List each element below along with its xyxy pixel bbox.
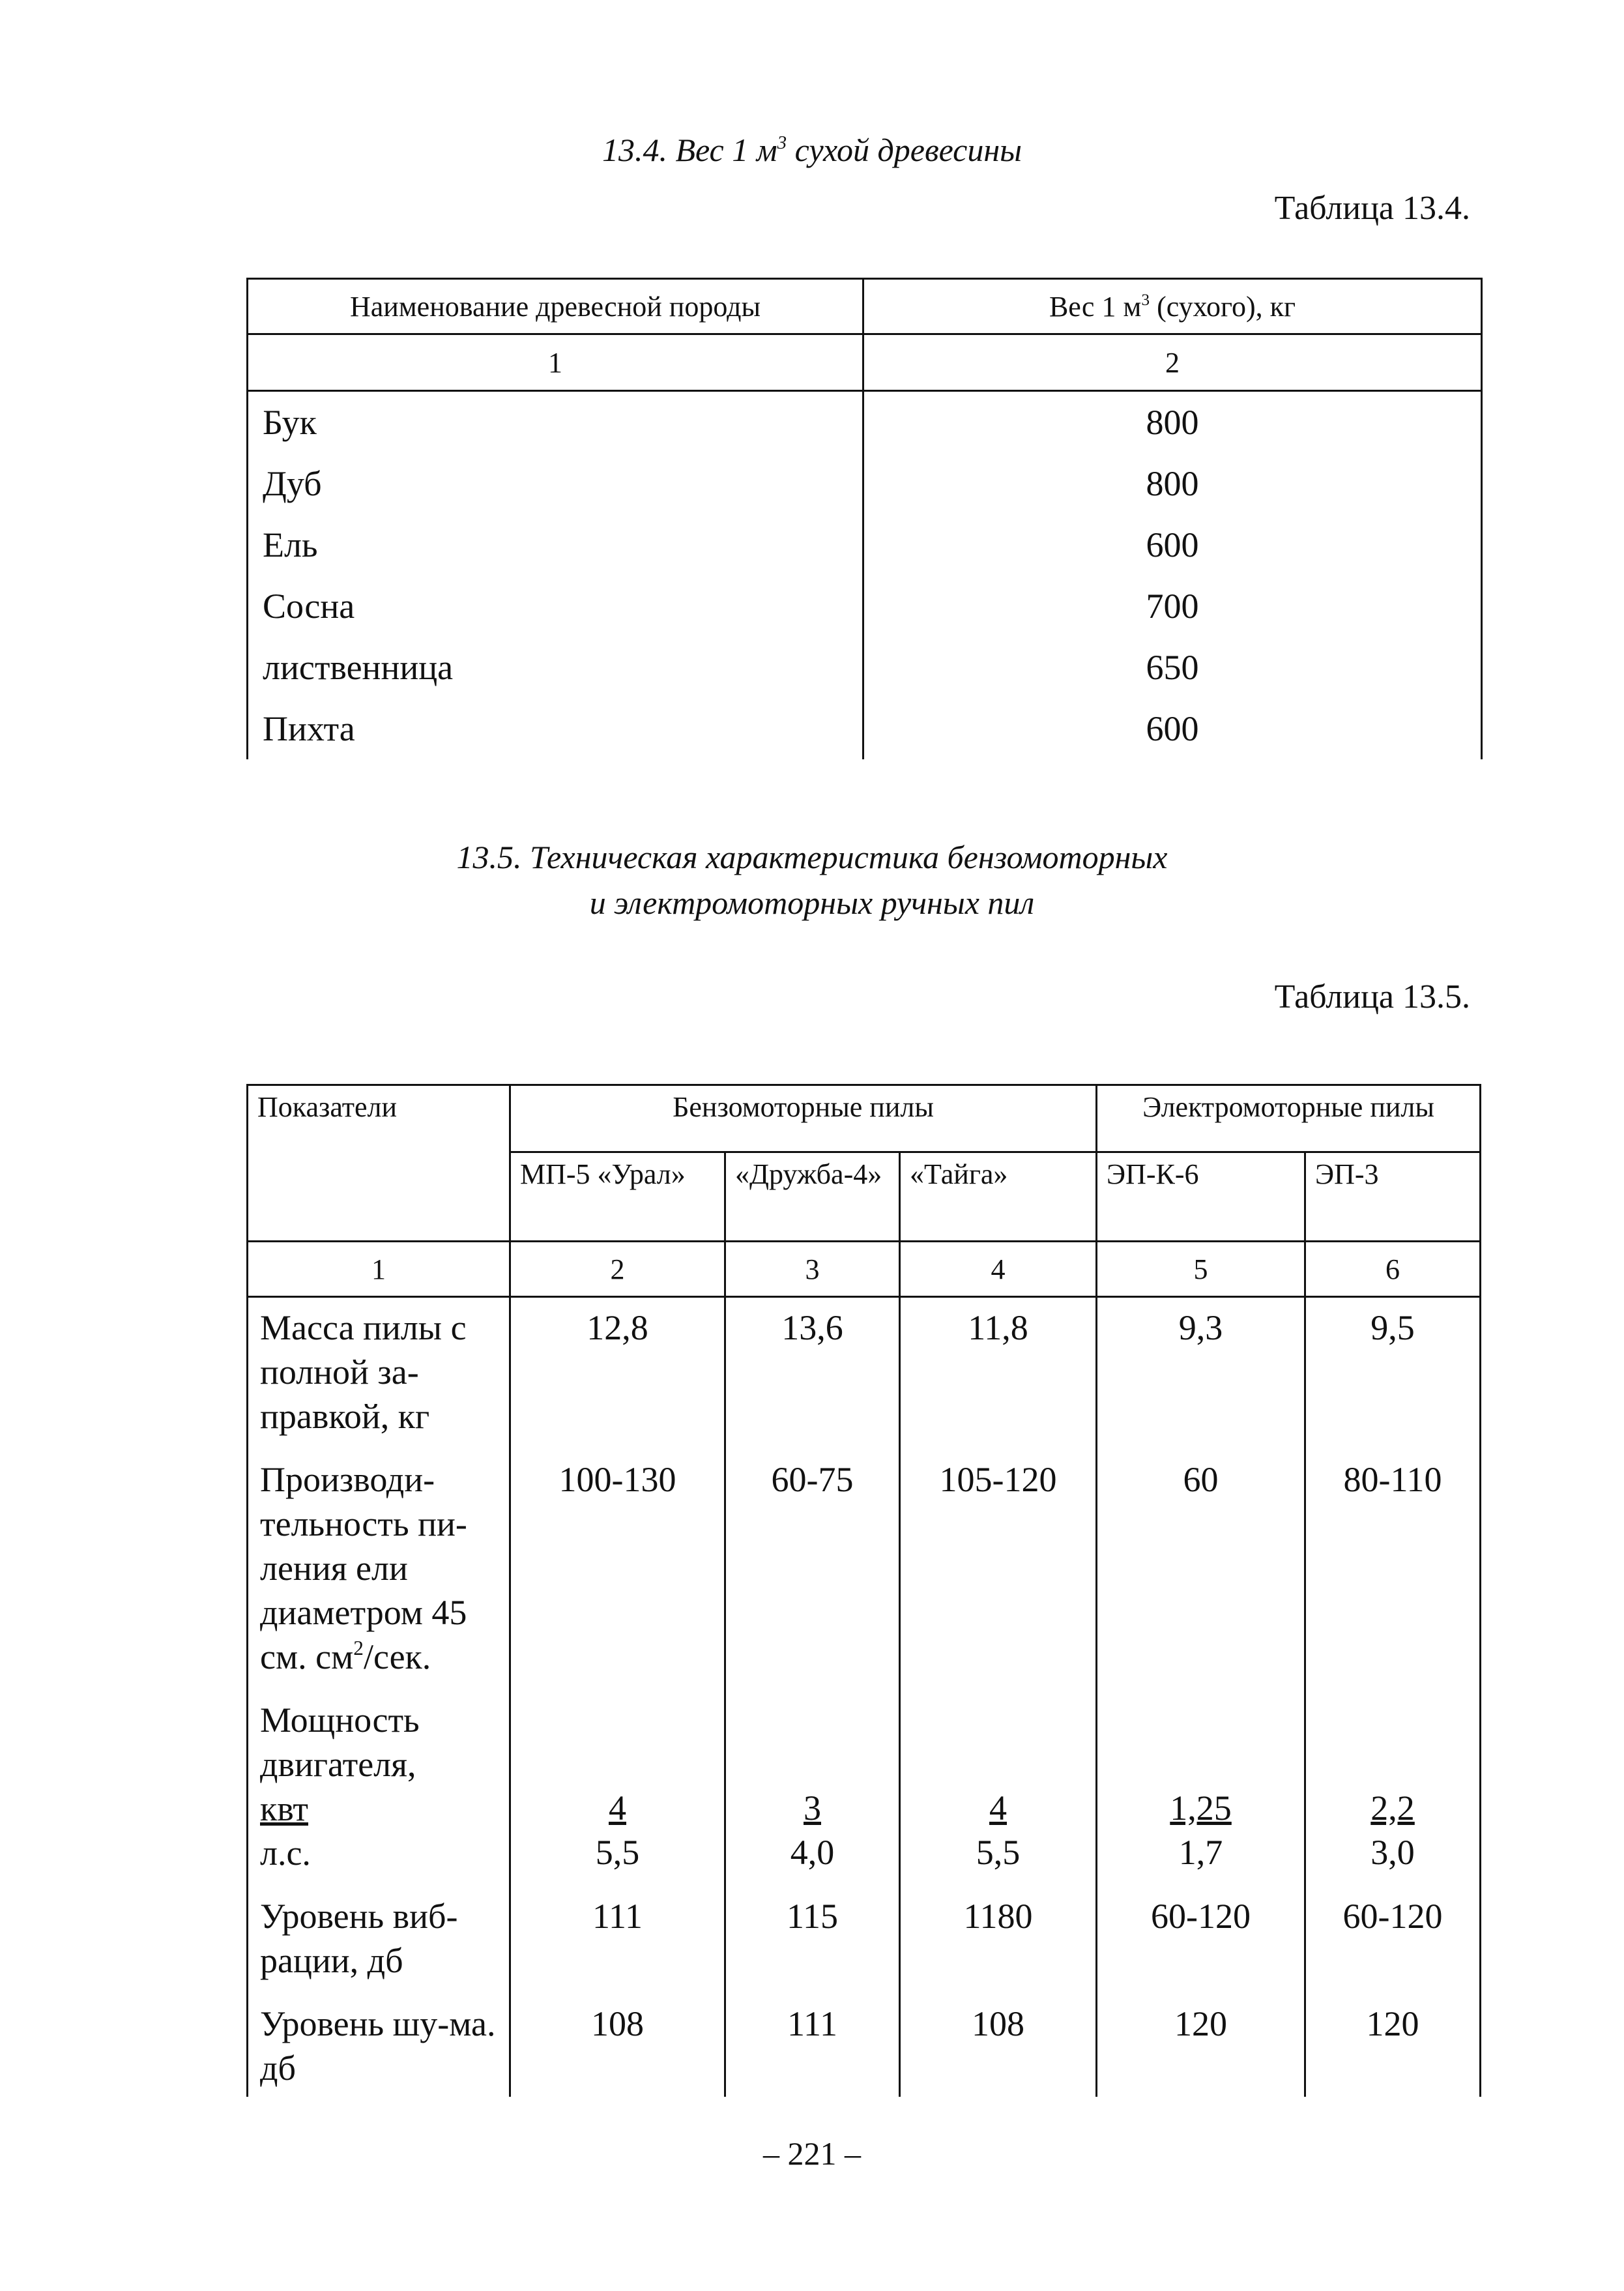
header-petrol-saws: Бензомоторные пилы: [510, 1085, 1097, 1152]
column-number-row: [248, 334, 1482, 391]
table-row-mass: [248, 1297, 1481, 1457]
column-number: 1: [248, 1242, 510, 1297]
table-row: [248, 391, 1482, 454]
column-number: 2: [863, 334, 1482, 391]
column-number: 1: [248, 334, 863, 391]
cell-value: 80-110: [1305, 1457, 1481, 1697]
power-hp: 3,0: [1370, 1833, 1415, 1872]
header-weight-pre: Вес 1 м: [1049, 290, 1142, 323]
column-number: 4: [900, 1242, 1097, 1297]
row-label: Масса пилы с полной за-правкой, кг: [248, 1297, 510, 1457]
header-indicators: Показатели: [248, 1085, 510, 1242]
cell-value: 120: [1305, 2001, 1481, 2097]
section-13-4-title-pre: 13.4. Вес 1 м: [602, 132, 777, 168]
table-13-4: [246, 278, 1483, 759]
power-kw: 4: [609, 1788, 626, 1828]
species-weight: 650: [863, 637, 1482, 698]
header-weight: [863, 279, 1482, 334]
species-weight: 700: [863, 576, 1482, 637]
cell-value: [900, 1697, 1097, 1893]
table-row-noise: [248, 2001, 1481, 2097]
column-number: 3: [725, 1242, 900, 1297]
row-label-sup: 2: [353, 1637, 364, 1660]
power-kw: 4: [989, 1788, 1008, 1828]
power-kw: 2,2: [1370, 1788, 1415, 1828]
species-weight: 800: [863, 391, 1482, 454]
species-name: Пихта: [248, 698, 863, 759]
header-model: «Тайга»: [900, 1152, 1097, 1242]
cell-value: 60: [1097, 1457, 1305, 1697]
cell-value: 108: [510, 2001, 725, 2097]
header-model: ЭП-3: [1305, 1152, 1481, 1242]
table-row: [248, 637, 1482, 698]
section-13-4-title-post: сухой древесины: [787, 132, 1022, 168]
cell-value: 111: [510, 1893, 725, 2001]
column-number: 2: [510, 1242, 725, 1297]
row-label-tail: /сек.: [363, 1637, 431, 1676]
power-kw: 3: [804, 1788, 821, 1828]
header-species: Наименование древесной породы: [248, 279, 863, 334]
row-label: [248, 1457, 510, 1697]
table-row-productivity: [248, 1457, 1481, 1697]
row-label-text: Мощность двигателя,: [260, 1700, 420, 1784]
power-hp: 4,0: [790, 1833, 835, 1872]
header-weight-post: (сухого), кг: [1150, 290, 1296, 323]
cell-value: 100-130: [510, 1457, 725, 1697]
row-label-unit-kw: квт: [260, 1789, 308, 1828]
table-row: [248, 453, 1482, 514]
species-name: лиственница: [248, 637, 863, 698]
cell-value: 111: [725, 2001, 900, 2097]
cell-value: 60-75: [725, 1457, 900, 1697]
row-label-text: Производи-тельность пи-ления ели диаметром 45 см. см: [260, 1460, 467, 1676]
species-name: Сосна: [248, 576, 863, 637]
cell-value: 12,8: [510, 1297, 725, 1457]
table-row: [248, 698, 1482, 759]
header-electric-saws: Электромоторные пилы: [1097, 1085, 1481, 1152]
cell-value: 1180: [900, 1893, 1097, 2001]
table-13-4-caption: Таблица 13.4.: [1274, 190, 1470, 227]
cell-value: [510, 1697, 725, 1893]
table-row-vibration: [248, 1893, 1481, 2001]
header-model: «Дружба-4»: [725, 1152, 900, 1242]
cell-value: 60-120: [1305, 1893, 1481, 2001]
cell-value: 120: [1097, 2001, 1305, 2097]
cell-value: 11,8: [900, 1297, 1097, 1457]
table-row-power: [248, 1697, 1481, 1893]
section-13-5-title-line2: и электромоторных ручных пил: [589, 884, 1035, 921]
species-name: Дуб: [248, 453, 863, 514]
cell-value: 60-120: [1097, 1893, 1305, 2001]
species-weight: 600: [863, 514, 1482, 576]
header-model: МП-5 «Урал»: [510, 1152, 725, 1242]
power-hp: 5,5: [595, 1833, 640, 1872]
section-13-5-title: [0, 834, 1624, 926]
power-hp: 1,7: [1178, 1833, 1223, 1872]
cell-value: [725, 1697, 900, 1893]
cell-value: 9,5: [1305, 1297, 1481, 1457]
cell-value: 13,6: [725, 1297, 900, 1457]
header-weight-sup: 3: [1141, 289, 1150, 309]
column-number-row: [248, 1242, 1481, 1297]
species-name: Ель: [248, 514, 863, 576]
table-13-5-caption: Таблица 13.5.: [1274, 978, 1470, 1015]
row-label: Уровень виб-рации, дб: [248, 1893, 510, 2001]
header-model: ЭП-К-6: [1097, 1152, 1305, 1242]
section-13-4-title: [0, 127, 1624, 173]
column-number: 5: [1097, 1242, 1305, 1297]
cell-value: [1097, 1697, 1305, 1893]
cell-value: 9,3: [1097, 1297, 1305, 1457]
cell-value: 108: [900, 2001, 1097, 2097]
cell-value: 105-120: [900, 1457, 1097, 1697]
cell-value: 115: [725, 1893, 900, 2001]
table-13-5: [246, 1084, 1481, 2097]
section-13-4-title-sup: 3: [777, 132, 787, 153]
section-13-5-title-line1: 13.5. Техническая характеристика бензомоторных: [456, 839, 1168, 875]
power-kw: 1,25: [1170, 1788, 1232, 1828]
power-hp: 5,5: [976, 1833, 1021, 1872]
row-label: [248, 1697, 510, 1893]
column-number: 6: [1305, 1242, 1481, 1297]
species-name: Бук: [248, 391, 863, 454]
row-label-unit-hp: л.с.: [260, 1833, 311, 1873]
table-row: [248, 576, 1482, 637]
species-weight: 600: [863, 698, 1482, 759]
cell-value: [1305, 1697, 1481, 1893]
page-number: – 221 –: [763, 2135, 861, 2172]
species-weight: 800: [863, 453, 1482, 514]
row-label: Уровень шу-ма. дб: [248, 2001, 510, 2097]
table-row: [248, 514, 1482, 576]
